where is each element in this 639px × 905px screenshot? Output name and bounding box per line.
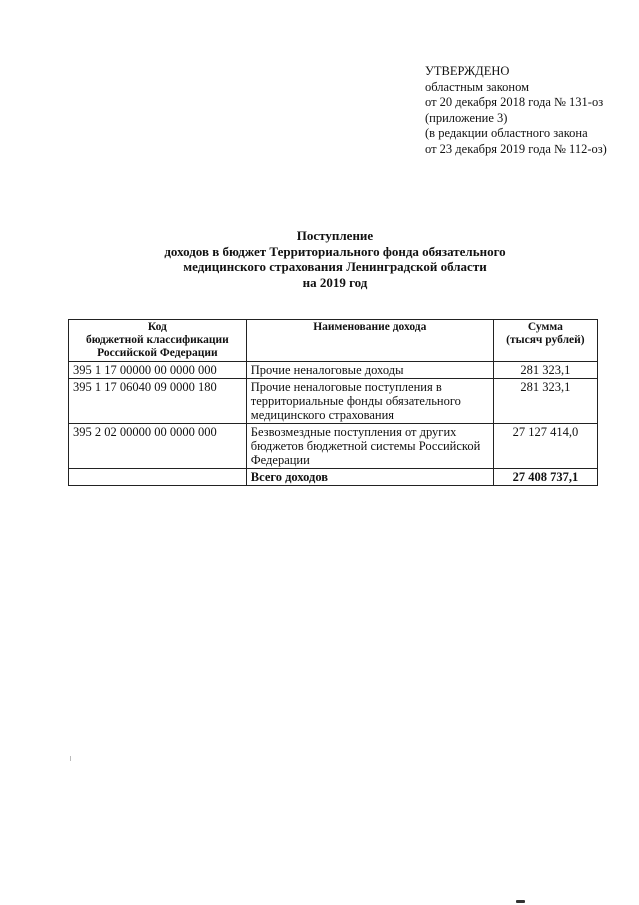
header-code xyxy=(69,320,247,362)
total-code xyxy=(69,469,247,486)
scan-mark xyxy=(70,756,71,761)
title-line: доходов в бюджет Территориального фонда обязательного xyxy=(164,243,506,259)
title-line: на 2019 год xyxy=(302,274,368,290)
approval-line: (в редакции областного закона xyxy=(425,126,588,140)
header-code-line: Код xyxy=(147,321,167,333)
table-total-row xyxy=(69,469,598,486)
total-sum: 27 408 737,1 xyxy=(493,469,597,486)
table-row xyxy=(69,362,598,379)
header-name-line: Наименование дохода xyxy=(313,321,427,333)
header-sum-line: Сумма xyxy=(527,321,563,333)
cell-code: 395 2 02 00000 00 0000 000 xyxy=(69,424,247,469)
cell-name: Прочие неналоговые поступления в территориальные фонды обязательного медицинского страхования xyxy=(246,379,493,424)
cell-sum: 281 323,1 xyxy=(493,362,597,379)
cell-sum: 27 127 414,0 xyxy=(493,424,597,469)
document-title xyxy=(70,228,600,290)
cell-name: Прочие неналоговые доходы xyxy=(246,362,493,379)
table-header-row xyxy=(69,320,598,362)
approval-line: УТВЕРЖДЕНО xyxy=(425,64,510,78)
cell-name: Безвозмездные поступления от других бюджетов бюджетной системы Российской Федерации xyxy=(246,424,493,469)
title-line: медицинского страхования Ленинградской области xyxy=(183,259,487,274)
revenue-table xyxy=(68,319,598,486)
approval-line: областным законом xyxy=(425,79,530,94)
approval-line: от 20 декабря 2018 года № 131-оз xyxy=(425,95,604,109)
header-sum-line: (тысяч рублей) xyxy=(506,334,585,346)
header-sum xyxy=(493,320,597,362)
cell-sum: 281 323,1 xyxy=(493,379,597,424)
approval-line: от 23 декабря 2019 года № 112-оз) xyxy=(425,141,607,156)
cell-code: 395 1 17 00000 00 0000 000 xyxy=(69,362,247,379)
header-code-line: Российской Федерации xyxy=(97,347,218,359)
table-row xyxy=(69,424,598,469)
title-line: Поступление xyxy=(296,228,374,243)
header-name xyxy=(246,320,493,362)
scan-mark xyxy=(516,900,525,903)
approval-line: (приложение 3) xyxy=(425,110,508,125)
header-code-line: бюджетной классификации xyxy=(85,334,229,346)
cell-code: 395 1 17 06040 09 0000 180 xyxy=(69,379,247,424)
table-row xyxy=(69,379,598,424)
approval-stamp xyxy=(425,64,607,157)
total-label: Всего доходов xyxy=(246,469,493,486)
